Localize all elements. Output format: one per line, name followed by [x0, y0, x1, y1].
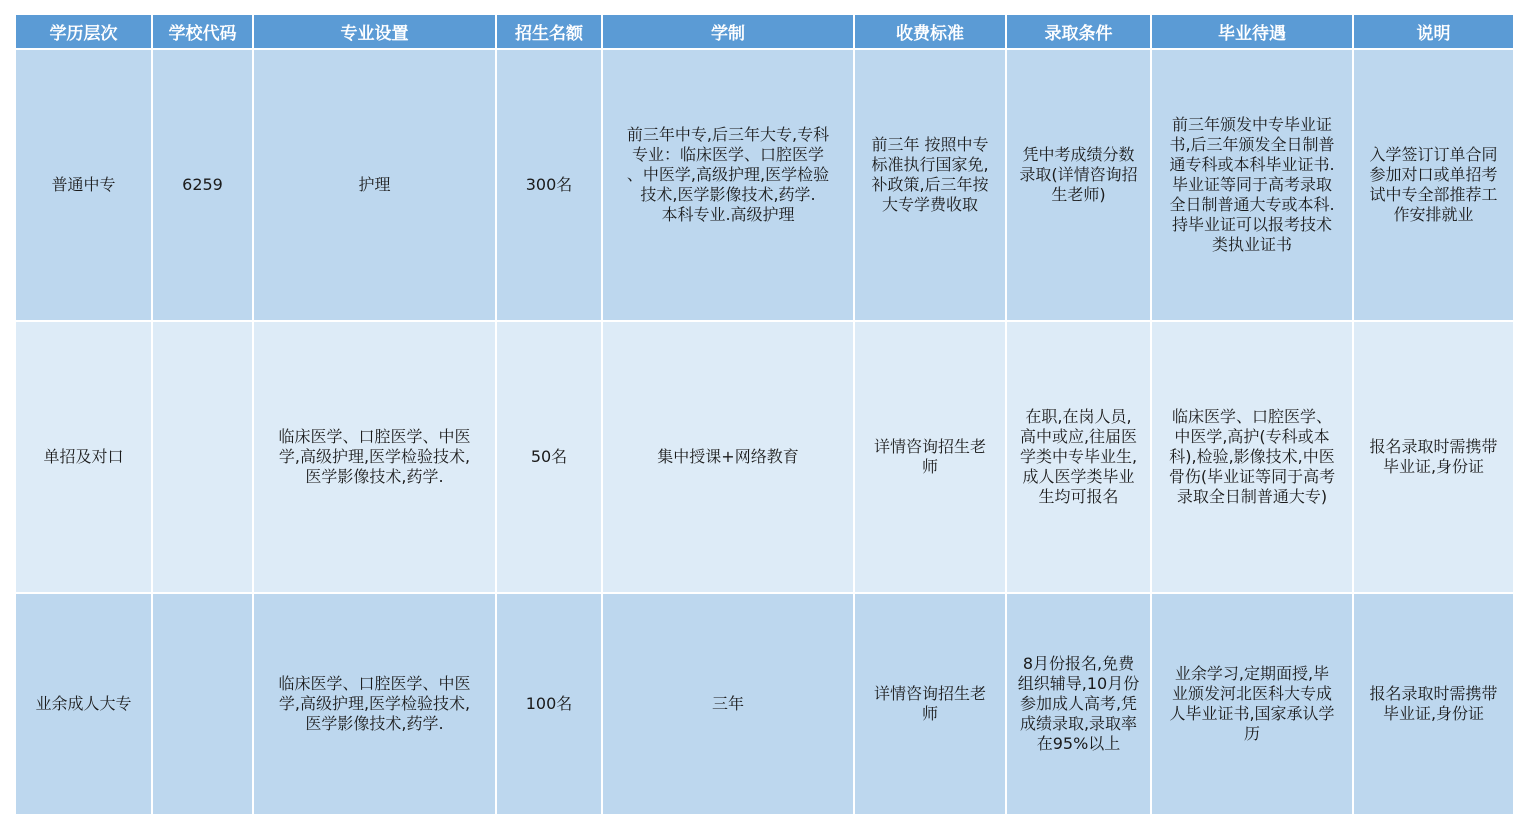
- cell-education-level: 单招及对口: [16, 322, 151, 592]
- cell-school-code: [153, 594, 252, 814]
- cell-admission-conditions: 凭中考成绩分数 录取(详情咨询招 生老师): [1007, 50, 1150, 320]
- cell-majors: 临床医学、口腔医学、中医 学,高级护理,医学检验技术, 医学影像技术,药学.: [254, 594, 495, 814]
- cell-notes: 报名录取时需携带 毕业证,身份证: [1354, 322, 1513, 592]
- table-header-row: [16, 15, 1513, 48]
- cell-admission-conditions: 8月份报名,免费 组织辅导,10月份 参加成人高考,凭 成绩录取,录取率 在95%以上: [1007, 594, 1150, 814]
- cell-quota: 300名: [497, 50, 601, 320]
- enrollment-table-container: [14, 13, 1513, 816]
- cell-fee-standard: 前三年 按照中专 标准执行国家免, 补政策,后三年按 大专学费收取: [855, 50, 1005, 320]
- enrollment-table: [14, 13, 1515, 816]
- table-row: [16, 50, 1513, 320]
- cell-school-code: [153, 322, 252, 592]
- cell-education-level: 业余成人大专: [16, 594, 151, 814]
- header-notes: 说明: [1354, 15, 1513, 48]
- cell-notes: 入学签订订单合同 参加对口或单招考 试中专全部推荐工 作安排就业: [1354, 50, 1513, 320]
- header-majors: 专业设置: [254, 15, 495, 48]
- cell-graduation-benefits: 临床医学、口腔医学、 中医学,高护(专科或本 科),检验,影像技术,中医 骨伤(毕业证等同于高考 录取全日制普通大专): [1152, 322, 1352, 592]
- cell-quota: 100名: [497, 594, 601, 814]
- header-quota: 招生名额: [497, 15, 601, 48]
- cell-school-code: 6259: [153, 50, 252, 320]
- cell-notes: 报名录取时需携带 毕业证,身份证: [1354, 594, 1513, 814]
- cell-fee-standard: 详情咨询招生老 师: [855, 594, 1005, 814]
- cell-school-system: 三年: [603, 594, 853, 814]
- header-school-system: 学制: [603, 15, 853, 48]
- cell-majors: 临床医学、口腔医学、中医 学,高级护理,医学检验技术, 医学影像技术,药学.: [254, 322, 495, 592]
- cell-school-system: 前三年中专,后三年大专,专科 专业：临床医学、口腔医学 、中医学,高级护理,医学检验 技术,医学影像技术,药学. 本科专业.高级护理: [603, 50, 853, 320]
- cell-school-system: 集中授课+网络教育: [603, 322, 853, 592]
- header-school-code: 学校代码: [153, 15, 252, 48]
- header-graduation-benefits: 毕业待遇: [1152, 15, 1352, 48]
- header-education-level: 学历层次: [16, 15, 151, 48]
- cell-majors: 护理: [254, 50, 495, 320]
- cell-graduation-benefits: 前三年颁发中专毕业证 书,后三年颁发全日制普 通专科或本科毕业证书. 毕业证等同于高考录取 全日制普通大专或本科. 持毕业证可以报考技术 类执业证书: [1152, 50, 1352, 320]
- header-fee-standard: 收费标准: [855, 15, 1005, 48]
- cell-graduation-benefits: 业余学习,定期面授,毕 业颁发河北医科大专成 人毕业证书,国家承认学 历: [1152, 594, 1352, 814]
- cell-education-level: 普通中专: [16, 50, 151, 320]
- table-row: [16, 594, 1513, 814]
- cell-quota: 50名: [497, 322, 601, 592]
- cell-admission-conditions: 在职,在岗人员, 高中或应,往届医 学类中专毕业生, 成人医学类毕业 生均可报名: [1007, 322, 1150, 592]
- table-row: [16, 322, 1513, 592]
- cell-fee-standard: 详情咨询招生老 师: [855, 322, 1005, 592]
- header-admission-conditions: 录取条件: [1007, 15, 1150, 48]
